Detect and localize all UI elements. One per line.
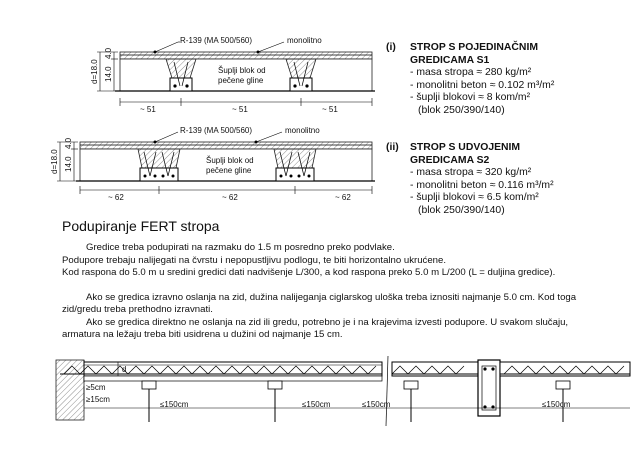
d-label: d	[122, 365, 127, 374]
mesh-label: R-139 (MA 500/560)	[180, 36, 253, 45]
block-label: pečene gline	[218, 76, 264, 85]
concrete-label: monolitno	[287, 36, 322, 45]
mesh-label: R-139 (MA 500/560)	[180, 126, 253, 135]
ring-beam	[478, 360, 500, 416]
prop	[404, 381, 418, 422]
spec-s1	[386, 42, 554, 118]
block-label: pečene gline	[206, 166, 252, 175]
spacing-label: ~ 51	[322, 105, 338, 114]
paragraph: Podupore trebaju nalijegati na čvrstu i nepopustljivu podlogu, te biti horizontalno ukrućene.	[62, 255, 446, 266]
topping-slab	[120, 52, 372, 59]
concrete-label: monolitno	[285, 126, 320, 135]
spacing-label: ≤150cm	[542, 400, 571, 409]
spec-title: GREDICAMA S2	[410, 154, 490, 166]
block-label: Šuplji blok od	[218, 66, 266, 75]
spec-title: STROP S POJEDINAČNIM	[410, 42, 538, 53]
spec-number: (ii)	[386, 142, 399, 153]
section-title: Podupiranje FERT stropa	[62, 218, 220, 234]
spec-item: - šuplji blokovi ≈ 8 kom/m²	[410, 92, 531, 104]
spacing-label: ~ 51	[140, 105, 156, 114]
spec-title: GREDICAMA S1	[410, 54, 490, 66]
topping-slab	[80, 142, 372, 149]
spacing-label: ~ 62	[335, 193, 351, 202]
min-anchor-label: ≥15cm	[86, 395, 110, 404]
spec-title: STROP S UDVOJENIM	[410, 142, 521, 153]
shoring-diagram	[0, 352, 638, 427]
hollow-block-zone	[120, 59, 372, 91]
spacing-label: ~ 62	[222, 193, 238, 202]
spacing-label: ≤150cm	[302, 400, 331, 409]
spec-item: - masa stropa ≈ 280 kg/m²	[410, 67, 532, 79]
spacing-label: ~ 62	[108, 193, 124, 202]
spec-item: - monolitni beton ≈ 0.102 m³/m²	[410, 79, 555, 91]
paragraph: Kod raspona do 5.0 m u sredini gredici dati nadvišenje L/300, a kod raspona preko 5.0 m L/200 (L = duljina gredice).	[62, 267, 556, 278]
paragraph: Gredice treba podupirati na razmaku do 1.5 m posredno preko podvlake.	[86, 242, 395, 253]
paragraph: Ako se gredica izravno oslanja na zid, dužina nalijeganja ciglarskog uloška treba iznositi najmanje 5.0 cm. Kod toga zid/gredu treba prethodno izravnati.	[62, 292, 577, 316]
block-label: Šuplji blok od	[206, 156, 254, 165]
spec-number: (i)	[386, 42, 396, 53]
paragraph: Ako se gredica direktno ne oslanja na zid ili gredu, potrebno je i na krajevima izvesti podupore. U svakom slučaju, armatura na ležaju treba biti usidrena u dužini od najmanje 15 cm.	[62, 317, 569, 341]
spec-item: - monolitni beton ≈ 0.116 m³/m²	[410, 179, 554, 191]
double-joist	[138, 149, 180, 181]
dim-bottom: 14.0	[104, 66, 113, 82]
floor-section-s2	[0, 120, 380, 210]
wall-left	[56, 360, 84, 420]
double-joist	[274, 149, 316, 181]
hollow-block-zone	[80, 149, 372, 181]
prop	[268, 381, 282, 422]
dim-top: 4.0	[64, 137, 73, 149]
spec-item: - masa stropa ≈ 320 kg/m²	[410, 167, 532, 179]
dim-total: d=18.0	[50, 149, 59, 174]
spec-item: (blok 250/390/140)	[418, 104, 505, 116]
spec-s2	[386, 142, 554, 218]
dim-top: 4.0	[104, 47, 113, 59]
spec-item: (blok 250/390/140)	[418, 204, 505, 216]
dim-total: d=18.0	[90, 59, 99, 84]
spacing-label: ~ 51	[232, 105, 248, 114]
min-bearing-label: ≥5cm	[86, 383, 106, 392]
prop	[142, 381, 156, 422]
spec-item: - šuplji blokovi ≈ 6.5 kom/m²	[410, 192, 539, 204]
spacing-label: ≤150cm	[362, 400, 391, 409]
spacing-label: ≤150cm	[160, 400, 189, 409]
dim-bottom: 14.0	[64, 156, 73, 172]
